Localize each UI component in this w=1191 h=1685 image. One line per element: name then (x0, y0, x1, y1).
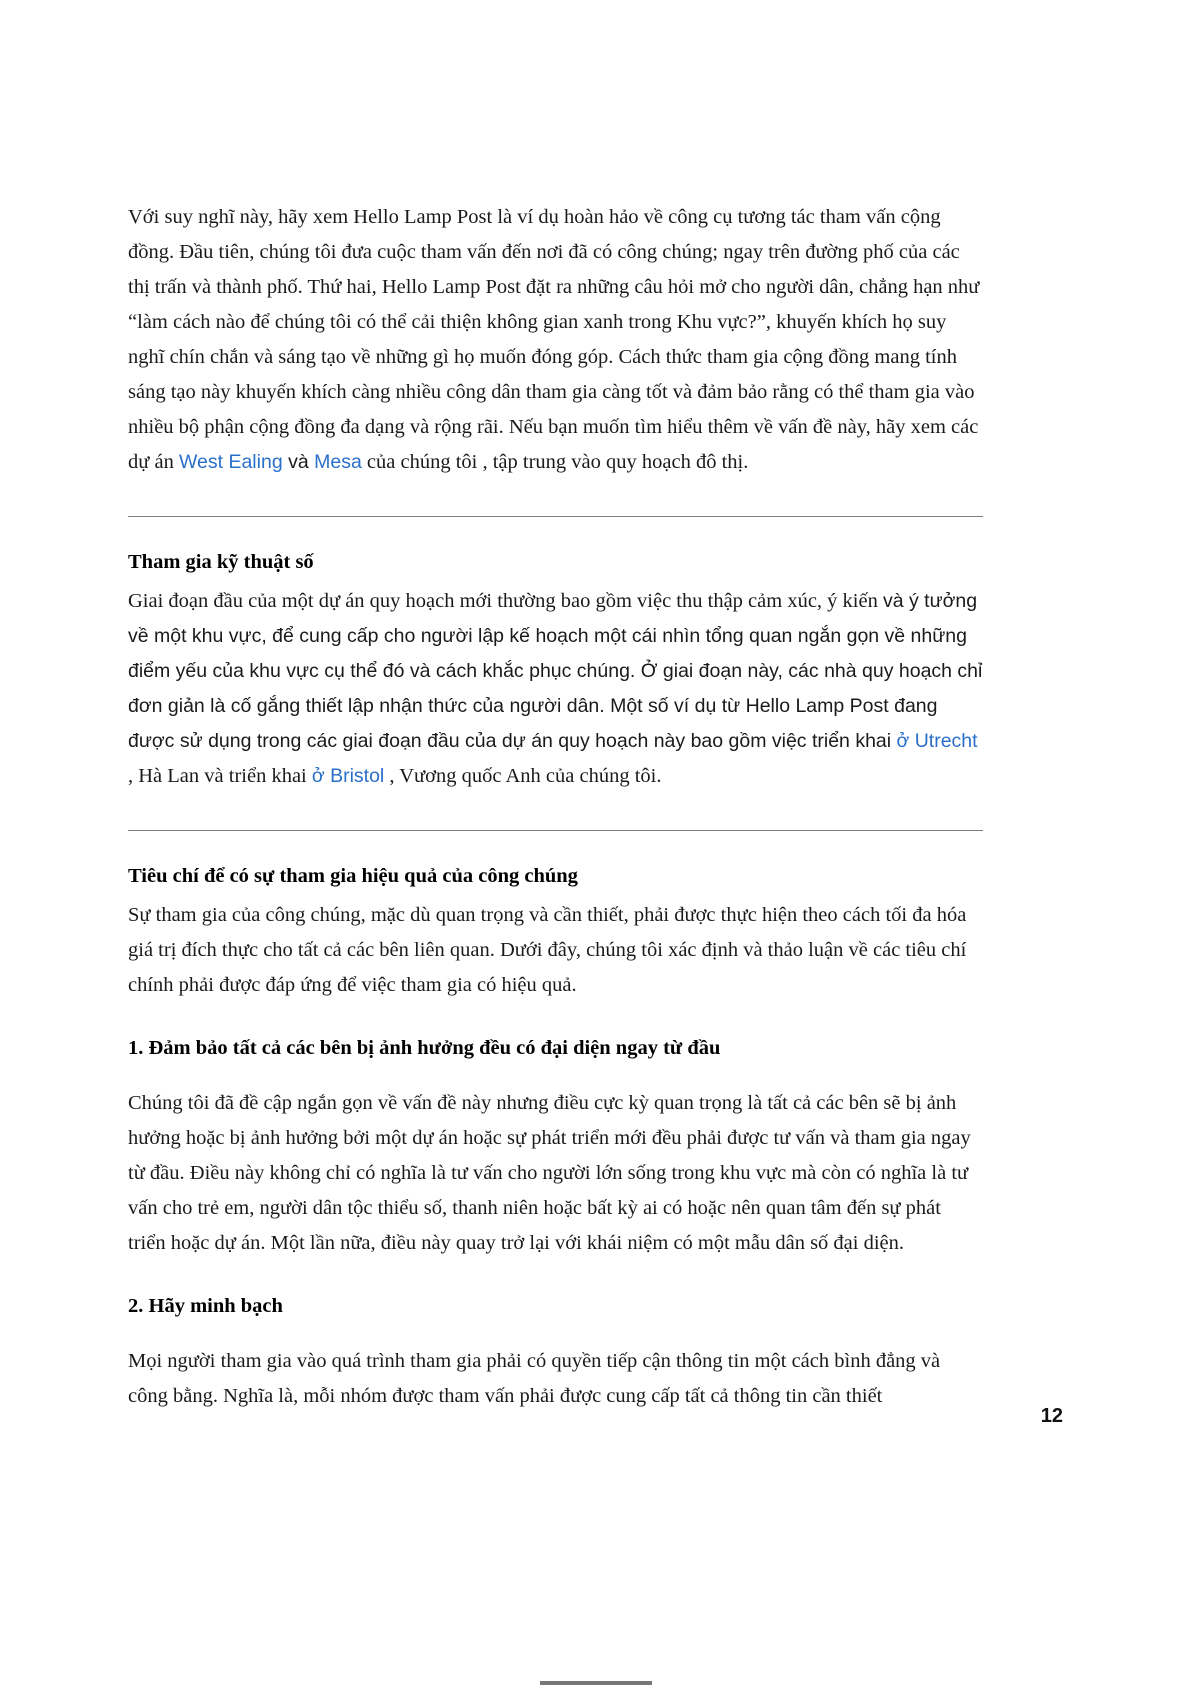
link-utrecht[interactable]: ở Utrecht (896, 730, 978, 752)
link-west-ealing[interactable]: West Ealing (178, 451, 283, 473)
paragraph-item-2: Mọi người tham gia vào quá trình tham gia phải có quyền tiếp cận thông tin một cách bình đẳng và công bằng. Nghĩa là, mỗi nhóm được tham vấn phải được cung cấp tất cả thông tin cần thiết (128, 1350, 941, 1407)
spacer-2 (128, 1060, 983, 1086)
spacer-1 (128, 1003, 983, 1037)
paragraph-criteria: Sự tham gia của công chúng, mặc dù quan trọng và cần thiết, phải được thực hiện theo cách tối đa hóa giá trị đích thực cho tất cả các bên liên quan. Dưới đây, chúng tôi xác định và thảo luận về các tiêu chí chính phải được đáp ứng để việc tham gia có hiệu quả. (128, 904, 967, 996)
heading-item-1: 1. Đảm bảo tất cả các bên bị ảnh hưởng đều có đại diện ngay từ đầu (128, 1037, 721, 1059)
heading-criteria: Tiêu chí để có sự tham gia hiệu quả của công chúng (128, 865, 578, 887)
link-bristol[interactable]: ở Bristol (311, 765, 385, 787)
page-number: 12 (1040, 1405, 1063, 1427)
paragraph-item-1: Chúng tôi đã đề cập ngắn gọn về vấn đề này nhưng điều cực kỳ quan trọng là tất cả các bên sẽ bị ảnh hưởng hoặc bị ảnh hưởng bởi một dự án hoặc sự phát triển mới đều phải được tư vấn và tham gia ngay từ đầu. Điều này không chỉ có nghĩa là tư vấn cho người lớn sống trong khu vực mà còn có nghĩa là tư vấn cho trẻ em, người dân tộc thiểu số, thanh niên hoặc bất kỳ ai có hoặc nên quan tâm đến sự phát triển hoặc dự án. Một lần nữa, điều này quay trở lại với khái niệm có một mẫu dân số đại diện. (128, 1092, 971, 1254)
paragraph-intro (128, 200, 983, 480)
heading-digital-engagement: Tham gia kỹ thuật số (128, 551, 314, 573)
digital-text-part2: , Vương quốc Anh của chúng tôi. (384, 765, 662, 787)
intro-text-part2: của chúng tôi , tập trung vào quy hoạch đô thị. (361, 451, 749, 473)
heading-item-2: 2. Hãy minh bạch (128, 1295, 283, 1317)
intro-text-mid1: và (282, 451, 315, 473)
spacer-3 (128, 1261, 983, 1295)
paragraph-digital (128, 584, 983, 794)
intro-text-part1: Với suy nghĩ này, hãy xem Hello Lamp Post là ví dụ hoàn hảo về công cụ tương tác tham vấn cộng đồng. Đầu tiên, chúng tôi đưa cuộc tham vấn đến nơi đã có công chúng; ngay trên đường phố của các thị trấn và thành phố. Thứ hai, Hello Lamp Post đặt ra những câu hỏi mở cho người dân, chẳng hạn như “làm cách nào để chúng tôi có thể cải thiện không gian xanh trong Khu vực?”, khuyến khích họ suy nghĩ chín chắn và sáng tạo về những gì họ muốn đóng góp. Cách thức tham gia cộng đồng mang tính sáng tạo này khuyến khích càng nhiều công dân tham gia càng tốt và đảm bảo rằng có thể tham gia vào nhiều bộ phận cộng đồng đa dạng và rộng rãi. Nếu bạn muốn tìm hiểu thêm về vấn đề này, hãy xem các dự án (128, 206, 980, 473)
spacer-4 (128, 1318, 983, 1344)
digital-text-part1b: và ý tưởng về một khu vực, để cung cấp cho người lập kế hoạch một cái nhìn tổng quan ngắn gọn về những điểm yếu của khu vực cụ thể đó và cách khắc phục chúng. Ở giai đoạn này, các nhà quy hoạch chỉ đơn giản là cố gắng thiết lập nhận thức của người dân. Một số ví dụ từ Hello Lamp Post đang được sử dụng trong các giai đoạn đầu của dự án quy hoạch này bao gồm việc triển khai (128, 590, 983, 752)
page-content (128, 200, 983, 1414)
section-divider-1 (128, 516, 983, 517)
digital-text-part1: Giai đoạn đầu của một dự án quy hoạch mới thường bao gồm việc thu thập cảm xúc, ý kiến (128, 590, 883, 612)
footer-bar (540, 1681, 652, 1685)
link-mesa[interactable]: Mesa (314, 451, 362, 473)
section-divider-2 (128, 830, 983, 831)
footer-strip (0, 1675, 1191, 1685)
digital-text-mid1: , Hà Lan và triển khai (128, 765, 312, 787)
